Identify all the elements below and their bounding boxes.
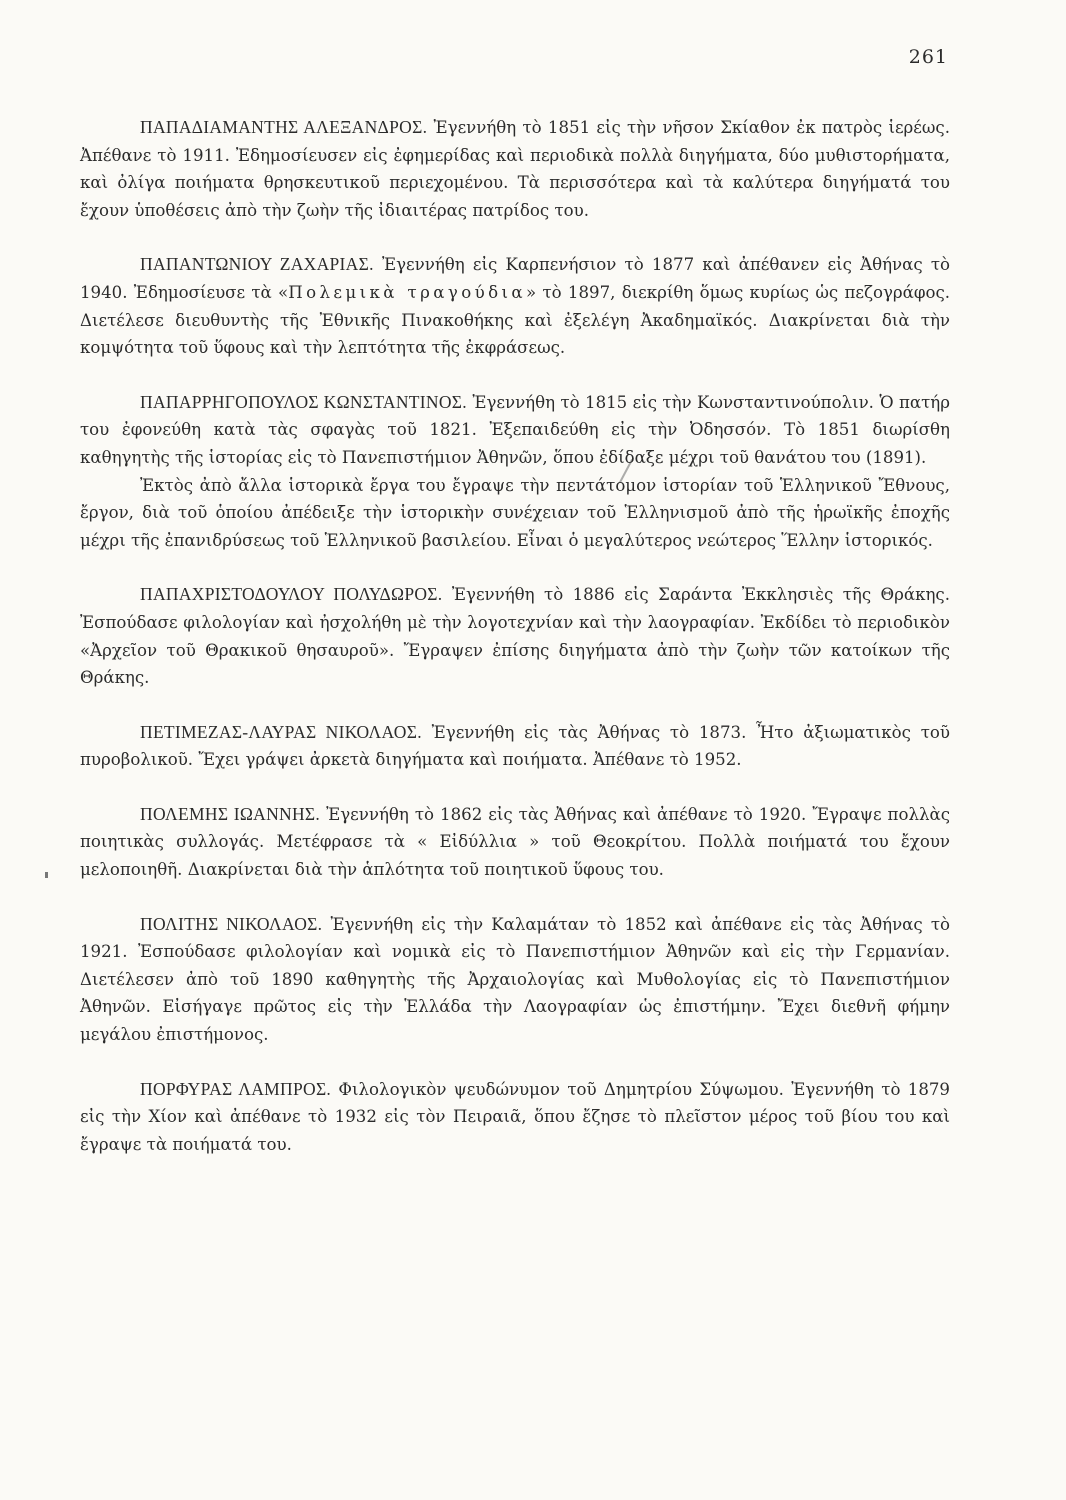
entry-name: ΠΑΠΑΔΙΑΜΑΝΤΗΣ ΑΛΕΞΑΝΔΡΟΣ. xyxy=(140,117,428,137)
entry-name: ΠΟΡΦΥΡΑΣ ΛΑΜΠΡΟΣ. xyxy=(140,1078,332,1099)
entry-text: Ἐγεννήθη εἰς τὰς Ἀθήνας τὸ 1873. Ἦτο ἀξιωματικὸς τοῦ πυροβολικοῦ. Ἔχει γράψει ἀρκετὰ διηγήματα καὶ ποιήματα. Ἀπέθανε τὸ 1952. xyxy=(80,722,950,770)
entry-text: Ἐγεννήθη τὸ 1886 εἰς Σαράντα Ἐκκλησιὲς τῆς Θράκης. Ἐσπούδασε φιλολογίαν καὶ ἠσχολήθη μὲ τὴν λογοτεχνίαν καὶ τὴν λαογραφίαν. Ἐκδίδει τὸ περιοδικὸν «Ἀρχεῖον τοῦ Θρακικοῦ θησαυροῦ». Ἔγραψεν ἐπίσης διηγήματα ἀπὸ τὴν ζωὴν τῶν κατοίκων τῆς Θράκης. xyxy=(80,585,950,688)
entry-papantoniou xyxy=(80,251,950,361)
entry-text: Ἐγεννήθη τὸ 1862 εἰς τὰς Ἀθήνας καὶ ἀπέθανε τὸ 1920. Ἔγραψε πολλὰς ποιητικὰς συλλογάς. Μετέφρασε τὰ « Εἰδύλλια » τοῦ Θεοκρίτου. Πολλὰ ποιήματά του ἔχουν μελοποιηθῆ. Διακρίνεται διὰ τὴν ἁπλότητα τοῦ ποιητικοῦ ὕφους του. xyxy=(80,804,950,880)
entry-name: ΠΕΤΙΜΕΖΑΣ-ΛΑΥΡΑΣ ΝΙΚΟΛΑΟΣ. xyxy=(140,721,422,742)
entry-name: ΠΑΠΑΡΡΗΓΟΠΟΥΛΟΣ ΚΩΝΣΤΑΝΤΙΝΟΣ. xyxy=(140,391,467,412)
entry-text: Ἐγεννήθη εἰς τὴν Καλαμάταν τὸ 1852 καὶ ἀπέθανε εἰς τὰς Ἀθήνας τὸ 1921. Ἐσπούδασε φιλολογίαν καὶ νομικὰ εἰς τὸ Πανεπιστήμιον Ἀθηνῶν καὶ εἰς τὴν Γερμανίαν. Διετέλεσεν ἀπὸ τοῦ 1890 καθηγητὴς τῆς Ἀρχαιολογίας καὶ Μυθολογίας εἰς τὸ Πανεπιστήμιον Ἀθηνῶν. Εἰσήγαγε πρῶτος εἰς τὴν Ἑλλάδα τὴν Λαογραφίαν ὡς ἐπιστήμην. Ἔχει διεθνῆ φήμην μεγάλου ἐπιστήμονος. xyxy=(80,914,950,1045)
biography-entries xyxy=(80,114,950,1185)
entry-papachristodoulou xyxy=(80,581,950,691)
entry-text: Ἐγεννήθη εἰς Καρπενήσιον τὸ 1877 καὶ ἀπέθανεν εἰς Ἀθήνας τὸ 1940. Ἐδημοσίευσε τὰ « xyxy=(80,255,951,302)
entry-text-continued: » τὸ 1897, διεκρίθη ὅμως κυρίως ὡς πεζογράφος. Διετέλεσε διευθυντὴς τῆς Ἐθνικῆς Πινακοθήκης καὶ ἐξελέγη Ἀκαδημαϊκός. Διακρίνεται διὰ τὴν κομψότητα τοῦ ὕφους καὶ τὴν λεπτότητα τῆς ἐκφράσεως. xyxy=(80,282,951,358)
entry-porfyras xyxy=(80,1076,950,1159)
entry-name: ΠΑΠΑΝΤΩΝΙΟΥ ΖΑΧΑΡΙΑΣ. xyxy=(140,254,374,275)
entry-text: Φιλολογικὸν ψευδώνυμον τοῦ Δημητρίου Σύψωμου. Ἐγεννήθη τὸ 1879 εἰς τὴν Χίον καὶ ἀπέθανε τὸ 1932 εἰς τὸν Πειραιᾶ, ὅπου ἔζησε τὸ πλεῖστον μέρος τοῦ βίου του καὶ ἔγραψε τὰ ποιήματά του. xyxy=(80,1079,950,1154)
page-number: 261 xyxy=(908,46,948,68)
entry-name: ΠΑΠΑΧΡΙΣΤΟΔΟΥΛΟΥ ΠΟΛΥΔΩΡΟΣ. xyxy=(140,584,443,605)
entry-text: Ἐγεννήθη τὸ 1815 εἰς τὴν Κωνσταντινούπολιν. Ὁ πατήρ του ἐφονεύθη κατὰ τὰς σφαγὰς τοῦ 1821. Ἐξεπαιδεύθη εἰς τὴν Ὀδησσόν. Τὸ 1851 διωρίσθη καθηγητὴς τῆς ἱστορίας εἰς τὸ Πανεπιστήμιον Ἀθηνῶν, ὅπου ἐδίδαξε μέχρι τοῦ θανάτου του (1891). xyxy=(80,392,950,467)
entry-paparrigopoulos xyxy=(80,389,950,555)
entry-petimezas-lavras xyxy=(80,719,950,774)
entry-text-paragraph-2: Ἐκτὸς ἀπὸ ἄλλα ἱστορικὰ ἔργα του ἔγραψε τὴν πεντάτομον ἱστορίαν τοῦ Ἑλληνικοῦ Ἔθνους, ἔργον, διὰ τοῦ ὁποίου ἀπέδειξε τὴν ἱστορικὴν συνέχειαν τοῦ Ἑλληνισμοῦ ἀπὸ τῆς ἡρωϊκῆς ἐποχῆς μέχρι τῆς ἐπανιδρύσεως τοῦ Ἑλληνικοῦ βασιλείου. Εἶναι ὁ μεγαλύτερος νεώτερος Ἕλλην ἱστορικός. xyxy=(80,475,950,550)
entry-name: ΠΟΛΙΤΗΣ ΝΙΚΟΛΑΟΣ. xyxy=(140,913,323,934)
stray-mark xyxy=(45,872,48,878)
work-title: Πολεμικὰ τραγούδια xyxy=(288,282,526,302)
entry-text: Ἐγεννήθη τὸ 1851 εἰς τὴν νῆσον Σκίαθον ἐκ πατρὸς ἱερέως. Ἀπέθανε τὸ 1911. Ἐδημοσίευσεν εἰς ἐφημερίδας καὶ περιοδικὰ πολλὰ διηγήματα, δύο μυθιστορήματα, καὶ ὀλίγα ποιήματα θρησκευτικοῦ περιεχομένου. Τὰ περισσότερα καὶ τὰ καλύτερα διηγήματά του ἔχουν ὑποθέσεις ἀπὸ τὴν ζωὴν τῆς ἰδιαιτέρας πατρίδος του. xyxy=(80,118,950,220)
entry-politis xyxy=(80,911,950,1049)
entry-papadiamantis xyxy=(80,114,950,224)
entry-polemis xyxy=(80,801,950,884)
entry-name: ΠΟΛΕΜΗΣ ΙΩΑΝΝΗΣ. xyxy=(140,803,321,824)
